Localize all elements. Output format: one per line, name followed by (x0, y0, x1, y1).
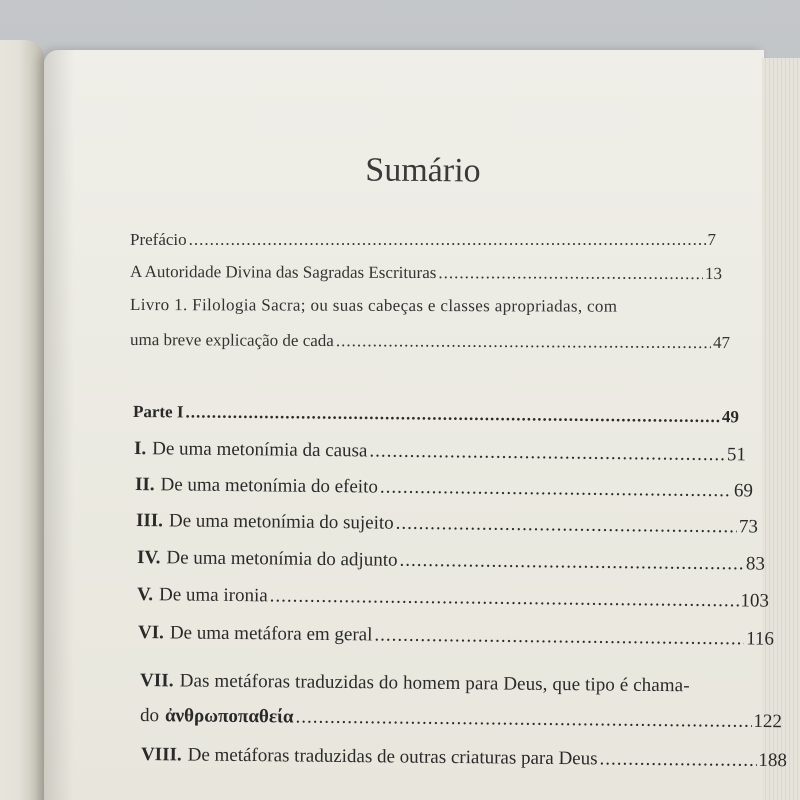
toc-entry-chapter-6 (138, 622, 774, 651)
chapter-number: VII. (139, 670, 174, 692)
toc-entry-page: 47 (712, 333, 731, 353)
toc-entry-page: 51 (726, 444, 747, 466)
chapter-number: III. (135, 510, 164, 532)
toc-entry-chapter-1 (134, 438, 746, 466)
chapter-number: I. (133, 438, 147, 460)
toc-entry-chapter-7-line2 (140, 705, 782, 733)
toc-entry-autoridade (130, 262, 722, 284)
toc-entry-label: A Autoridade Divina das Sagradas Escrituras (129, 262, 437, 283)
toc-entry-parte-i (133, 402, 739, 427)
leader-dots (369, 440, 725, 466)
leader-dots (295, 706, 751, 732)
toc-entry-page: 73 (738, 516, 759, 538)
toc-entry-chapter-8 (141, 744, 787, 772)
toc-entry-label: Parte I (132, 402, 184, 422)
chapter-label: De uma ironia (158, 584, 268, 607)
leader-dots (374, 624, 744, 650)
leader-dots (380, 477, 732, 503)
leader-dots (189, 230, 706, 250)
chapter-label: De uma metonímia da causa (152, 438, 368, 462)
chapter-number: IV. (136, 547, 161, 569)
toc-entry-page: 116 (746, 628, 775, 650)
toc-entry-livro1-line2 (130, 330, 730, 353)
page-title: Sumário (365, 151, 481, 190)
toc-entry-page: 69 (733, 480, 754, 502)
chapter-label: De uma metáfora em geral (169, 622, 373, 646)
greek-term: ἀνθρωποπαθεία (164, 705, 294, 728)
chapter-number: II. (134, 474, 155, 496)
toc-entry-page: 7 (707, 230, 716, 249)
toc-entry-page: 103 (740, 590, 770, 612)
leader-dots (438, 263, 703, 284)
chapter-number: V. (136, 584, 154, 606)
toc-entry-page: 49 (721, 407, 740, 427)
toc-entry-page: 13 (704, 264, 723, 284)
toc-entry-label: Prefácio (130, 230, 187, 249)
chapter-number: VIII. (140, 744, 182, 766)
toc-entry-chapter-5 (137, 584, 769, 613)
chapter-number: VI. (137, 622, 164, 644)
toc-entry-label: uma breve explicação de cada (129, 330, 334, 351)
toc-entry-page: 188 (758, 749, 788, 772)
chapter-label: do (139, 705, 160, 727)
leader-dots (399, 550, 744, 576)
chapter-label: De uma metonímia do adjunto (166, 547, 398, 571)
chapter-label: De uma metonímia do sujeito (168, 510, 394, 534)
chapter-label: De metáforas traduzidas de outras criaturas para Deus (187, 744, 598, 770)
toc-entry-page: 122 (753, 710, 783, 733)
toc-entry-livro1-line1: Livro 1. Filologia Sacra; ou suas cabeças e classes apropriadas, com (129, 295, 618, 316)
toc-entry-chapter-4 (137, 547, 765, 576)
leader-dots (270, 585, 739, 612)
leader-dots (185, 402, 720, 427)
toc-entry-chapter-2 (135, 474, 753, 502)
toc-entry-chapter-7-line1 (140, 670, 690, 697)
leader-dots (336, 331, 711, 353)
leader-dots (396, 513, 737, 539)
toc-entry-chapter-3 (136, 510, 758, 539)
chapter-label: Das metáforas traduzidas do homem para Deus, que tipo é chama- (179, 670, 690, 697)
toc-entry-prefacio (130, 230, 716, 250)
toc-entry-page: 83 (745, 553, 766, 575)
leader-dots (599, 748, 756, 772)
chapter-label: De uma metonímia do efeito (160, 474, 379, 498)
